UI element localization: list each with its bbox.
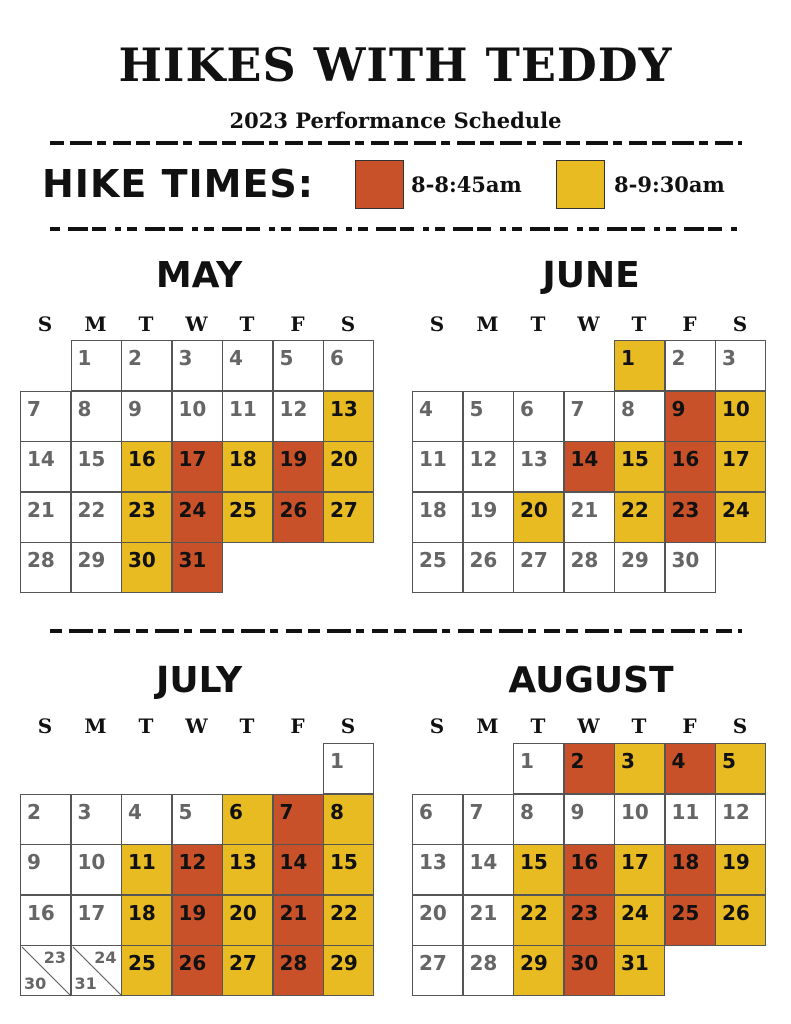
day-cell xyxy=(564,794,615,845)
day-number: 12 xyxy=(279,396,308,421)
day-cell xyxy=(614,391,665,442)
day-number: 8 xyxy=(77,396,92,421)
weekday-header: T xyxy=(138,714,154,738)
day-cell xyxy=(323,945,374,996)
weekday-header: S xyxy=(340,312,356,336)
weekday-header: T xyxy=(239,312,255,336)
day-number: 23 xyxy=(671,497,700,522)
day-cell xyxy=(273,794,324,845)
day-number: 20 xyxy=(520,497,548,522)
day-cell xyxy=(412,794,463,845)
weekday-header: T xyxy=(239,714,255,738)
weekday-header: M xyxy=(476,714,499,738)
day-cell xyxy=(323,743,374,794)
day-cell xyxy=(323,895,374,946)
weekday-header: W xyxy=(577,312,600,336)
day-number: 24 xyxy=(94,948,117,967)
weekday-header: T xyxy=(530,714,546,738)
weekday-header: T xyxy=(138,312,154,336)
day-number: 19 xyxy=(178,900,207,925)
day-cell xyxy=(273,391,324,442)
day-cell xyxy=(463,945,514,996)
weekday-header: S xyxy=(732,312,748,336)
day-number: 18 xyxy=(419,497,447,522)
day-cell xyxy=(412,492,463,543)
day-number: 5 xyxy=(469,396,484,421)
day-cell xyxy=(715,743,766,794)
day-number: 14 xyxy=(469,850,498,874)
day-number: 13 xyxy=(520,447,548,471)
day-cell xyxy=(323,794,374,845)
day-number: 21 xyxy=(469,900,498,925)
day-cell xyxy=(665,340,716,391)
day-cell xyxy=(121,441,172,492)
day-number: 12 xyxy=(178,850,207,874)
day-number: 5 xyxy=(279,346,294,370)
day-number: 12 xyxy=(469,447,498,471)
divider-middle xyxy=(50,226,742,232)
day-number: 15 xyxy=(77,447,106,471)
legend-label: HIKE TIMES: xyxy=(42,162,314,206)
day-number: 27 xyxy=(229,951,257,975)
day-number: 7 xyxy=(469,799,484,824)
day-number: 18 xyxy=(229,447,257,471)
day-number: 22 xyxy=(621,497,649,522)
day-cell xyxy=(614,542,665,593)
day-cell xyxy=(564,945,615,996)
day-cell xyxy=(412,844,463,895)
day-number: 4 xyxy=(419,396,433,421)
day-cell xyxy=(222,441,273,492)
day-cell xyxy=(222,391,273,442)
day-number: 22 xyxy=(520,900,548,925)
day-cell xyxy=(715,340,766,391)
day-cell xyxy=(715,895,766,946)
day-cell xyxy=(222,492,273,543)
day-cell xyxy=(121,542,172,593)
day-cell xyxy=(71,794,122,845)
day-cell xyxy=(121,945,172,996)
day-cell xyxy=(172,492,223,543)
day-number: 13 xyxy=(229,850,257,874)
day-number: 6 xyxy=(419,799,433,824)
day-cell xyxy=(412,895,463,946)
weekday-header: F xyxy=(682,714,697,738)
divider-lower xyxy=(50,628,742,634)
day-cell xyxy=(665,743,716,794)
day-number: 10 xyxy=(722,396,750,421)
day-cell xyxy=(121,895,172,946)
day-cell xyxy=(715,441,766,492)
day-number: 20 xyxy=(330,447,358,471)
month-title-june: JUNE xyxy=(542,255,640,296)
weekday-header: T xyxy=(631,714,647,738)
day-number: 17 xyxy=(77,900,106,925)
day-cell xyxy=(463,844,514,895)
day-number: 27 xyxy=(419,951,447,975)
month-title-august: AUGUST xyxy=(508,660,674,701)
day-number: 1 xyxy=(621,346,635,370)
day-number: 4 xyxy=(671,749,686,773)
day-cell xyxy=(222,895,273,946)
day-cell xyxy=(412,441,463,492)
day-cell xyxy=(172,794,223,845)
day-number: 3 xyxy=(722,346,736,370)
day-cell xyxy=(564,492,615,543)
day-number: 25 xyxy=(229,497,257,522)
day-cell xyxy=(463,441,514,492)
day-number: 14 xyxy=(27,447,55,471)
day-number: 2 xyxy=(27,799,41,824)
day-cell xyxy=(513,441,564,492)
day-cell xyxy=(412,945,463,996)
weekday-header: T xyxy=(631,312,647,336)
day-number: 23 xyxy=(128,497,156,522)
day-number: 28 xyxy=(279,951,308,975)
day-number: 13 xyxy=(330,396,358,421)
day-number: 27 xyxy=(520,548,548,572)
day-cell xyxy=(273,945,324,996)
day-cell-split xyxy=(71,945,122,996)
weekday-header: S xyxy=(37,312,53,336)
day-number: 10 xyxy=(178,396,207,421)
day-cell xyxy=(665,441,716,492)
day-number: 30 xyxy=(24,974,47,993)
day-number: 21 xyxy=(570,497,599,522)
day-cell xyxy=(412,542,463,593)
legend-swatch-yellow xyxy=(556,160,605,209)
day-number: 7 xyxy=(279,799,294,824)
day-cell xyxy=(665,492,716,543)
day-cell xyxy=(463,542,514,593)
weekday-header: M xyxy=(84,312,107,336)
day-number: 26 xyxy=(722,900,750,925)
day-cell xyxy=(273,492,324,543)
day-cell xyxy=(20,391,71,442)
day-cell xyxy=(614,895,665,946)
day-number: 28 xyxy=(570,548,599,572)
day-number: 13 xyxy=(419,850,447,874)
day-cell xyxy=(71,492,122,543)
day-cell xyxy=(715,794,766,845)
day-cell xyxy=(71,441,122,492)
day-cell xyxy=(513,844,564,895)
day-cell xyxy=(665,895,716,946)
day-cell xyxy=(20,441,71,492)
day-cell xyxy=(172,340,223,391)
day-number: 31 xyxy=(178,548,207,572)
day-number: 17 xyxy=(722,447,750,471)
day-number: 2 xyxy=(570,749,585,773)
day-cell xyxy=(273,895,324,946)
day-cell xyxy=(121,340,172,391)
day-number: 19 xyxy=(469,497,498,522)
day-cell xyxy=(222,340,273,391)
day-number: 21 xyxy=(27,497,55,522)
day-number: 31 xyxy=(74,974,97,993)
day-number: 9 xyxy=(570,799,585,824)
day-number: 17 xyxy=(621,850,649,874)
day-cell xyxy=(323,441,374,492)
day-number: 16 xyxy=(128,447,156,471)
day-cell xyxy=(172,945,223,996)
day-cell xyxy=(665,844,716,895)
day-cell xyxy=(323,492,374,543)
weekday-header: W xyxy=(185,714,208,738)
day-number: 11 xyxy=(128,850,156,874)
day-number: 2 xyxy=(128,346,142,370)
legend-swatch-orange xyxy=(355,160,404,209)
day-number: 6 xyxy=(520,396,534,421)
day-number: 29 xyxy=(77,548,106,572)
day-number: 9 xyxy=(671,396,686,421)
day-number: 1 xyxy=(330,749,344,773)
day-cell xyxy=(273,441,324,492)
day-cell xyxy=(463,895,514,946)
day-number: 26 xyxy=(279,497,308,522)
day-cell xyxy=(71,542,122,593)
month-title-may: MAY xyxy=(155,255,243,296)
day-number: 24 xyxy=(178,497,207,522)
day-cell-split xyxy=(20,945,71,996)
day-cell xyxy=(513,743,564,794)
month-title-july: JULY xyxy=(155,660,243,701)
day-cell xyxy=(71,844,122,895)
day-cell xyxy=(614,340,665,391)
day-cell xyxy=(172,441,223,492)
day-number: 6 xyxy=(229,799,243,824)
day-number: 15 xyxy=(330,850,358,874)
day-number: 3 xyxy=(178,346,193,370)
day-number: 14 xyxy=(279,850,308,874)
day-cell xyxy=(20,895,71,946)
weekday-header: S xyxy=(37,714,53,738)
day-number: 31 xyxy=(621,951,649,975)
day-number: 30 xyxy=(570,951,599,975)
day-number: 23 xyxy=(570,900,599,925)
weekday-header: M xyxy=(84,714,107,738)
day-cell xyxy=(71,391,122,442)
day-number: 9 xyxy=(27,850,41,874)
weekday-header: S xyxy=(340,714,356,738)
day-number: 30 xyxy=(128,548,156,572)
day-number: 8 xyxy=(520,799,534,824)
day-cell xyxy=(564,441,615,492)
day-number: 11 xyxy=(229,396,257,421)
day-number: 19 xyxy=(279,447,308,471)
day-cell xyxy=(121,391,172,442)
day-cell xyxy=(513,945,564,996)
day-cell xyxy=(513,542,564,593)
day-cell xyxy=(323,340,374,391)
day-cell xyxy=(614,794,665,845)
day-cell xyxy=(564,391,615,442)
day-cell xyxy=(172,542,223,593)
day-cell xyxy=(121,492,172,543)
day-number: 1 xyxy=(77,346,92,370)
day-cell xyxy=(172,844,223,895)
day-number: 18 xyxy=(128,900,156,925)
day-number: 21 xyxy=(279,900,308,925)
day-cell xyxy=(614,945,665,996)
day-number: 22 xyxy=(77,497,106,522)
day-cell xyxy=(20,844,71,895)
day-cell xyxy=(665,391,716,442)
weekday-header: W xyxy=(185,312,208,336)
day-number: 11 xyxy=(671,799,700,824)
day-cell xyxy=(715,492,766,543)
weekday-header: F xyxy=(290,312,305,336)
day-cell xyxy=(172,391,223,442)
weekday-header: S xyxy=(429,714,445,738)
day-number: 16 xyxy=(671,447,700,471)
day-cell xyxy=(463,391,514,442)
day-cell xyxy=(273,844,324,895)
day-number: 2 xyxy=(671,346,686,370)
day-number: 19 xyxy=(722,850,750,874)
day-number: 10 xyxy=(77,850,106,874)
day-number: 7 xyxy=(570,396,585,421)
legend-time-short: 8-8:45am xyxy=(411,172,522,197)
day-cell xyxy=(513,895,564,946)
day-cell xyxy=(564,844,615,895)
weekday-header: S xyxy=(732,714,748,738)
day-cell xyxy=(121,844,172,895)
day-cell xyxy=(71,340,122,391)
day-cell xyxy=(222,794,273,845)
day-number: 25 xyxy=(128,951,156,975)
day-cell xyxy=(463,794,514,845)
day-cell xyxy=(513,492,564,543)
day-number: 26 xyxy=(178,951,207,975)
weekday-header: T xyxy=(530,312,546,336)
day-number: 15 xyxy=(621,447,649,471)
day-number: 5 xyxy=(722,749,736,773)
day-number: 20 xyxy=(419,900,447,925)
day-cell xyxy=(614,743,665,794)
day-number: 7 xyxy=(27,396,41,421)
day-number: 20 xyxy=(229,900,257,925)
legend-time-long: 8-9:30am xyxy=(614,172,725,197)
weekday-header: F xyxy=(682,312,697,336)
day-number: 22 xyxy=(330,900,358,925)
page-title: HIKES WITH TEDDY xyxy=(118,38,673,92)
day-cell xyxy=(715,391,766,442)
day-cell xyxy=(513,391,564,442)
day-cell xyxy=(463,492,514,543)
day-number: 30 xyxy=(671,548,700,572)
day-cell xyxy=(564,743,615,794)
weekday-header: M xyxy=(476,312,499,336)
weekday-header: W xyxy=(577,714,600,738)
day-cell xyxy=(614,844,665,895)
day-number: 11 xyxy=(419,447,447,471)
day-cell xyxy=(323,844,374,895)
day-number: 25 xyxy=(671,900,700,925)
day-number: 10 xyxy=(621,799,649,824)
day-cell xyxy=(20,492,71,543)
day-cell xyxy=(715,844,766,895)
day-cell xyxy=(20,794,71,845)
day-number: 26 xyxy=(469,548,498,572)
day-number: 16 xyxy=(27,900,55,925)
day-cell xyxy=(273,340,324,391)
day-cell xyxy=(323,391,374,442)
day-number: 5 xyxy=(178,799,193,824)
day-cell xyxy=(412,391,463,442)
day-number: 6 xyxy=(330,346,344,370)
day-number: 24 xyxy=(722,497,750,522)
day-number: 4 xyxy=(229,346,243,370)
day-cell xyxy=(513,794,564,845)
day-cell xyxy=(614,492,665,543)
page-subtitle: 2023 Performance Schedule xyxy=(229,108,562,133)
day-cell xyxy=(564,895,615,946)
day-number: 24 xyxy=(621,900,649,925)
divider-top xyxy=(50,140,742,146)
day-number: 15 xyxy=(520,850,548,874)
day-number: 25 xyxy=(419,548,447,572)
day-number: 29 xyxy=(520,951,548,975)
day-cell xyxy=(665,794,716,845)
day-number: 12 xyxy=(722,799,750,824)
day-number: 28 xyxy=(469,951,498,975)
day-number: 28 xyxy=(27,548,55,572)
day-cell xyxy=(121,794,172,845)
day-number: 3 xyxy=(621,749,635,773)
day-cell xyxy=(222,945,273,996)
day-number: 14 xyxy=(570,447,599,471)
day-cell xyxy=(564,542,615,593)
day-number: 27 xyxy=(330,497,358,522)
day-cell xyxy=(172,895,223,946)
day-number: 29 xyxy=(621,548,649,572)
day-cell xyxy=(20,542,71,593)
weekday-header: F xyxy=(290,714,305,738)
day-number: 23 xyxy=(43,948,66,967)
day-cell xyxy=(614,441,665,492)
day-number: 4 xyxy=(128,799,142,824)
day-number: 16 xyxy=(570,850,599,874)
day-cell xyxy=(665,542,716,593)
day-cell xyxy=(222,844,273,895)
day-number: 9 xyxy=(128,396,142,421)
day-number: 8 xyxy=(330,799,344,824)
day-number: 1 xyxy=(520,749,534,773)
day-number: 29 xyxy=(330,951,358,975)
day-number: 18 xyxy=(671,850,700,874)
day-number: 8 xyxy=(621,396,635,421)
day-cell xyxy=(71,895,122,946)
day-number: 3 xyxy=(77,799,92,824)
day-number: 17 xyxy=(178,447,207,471)
weekday-header: S xyxy=(429,312,445,336)
